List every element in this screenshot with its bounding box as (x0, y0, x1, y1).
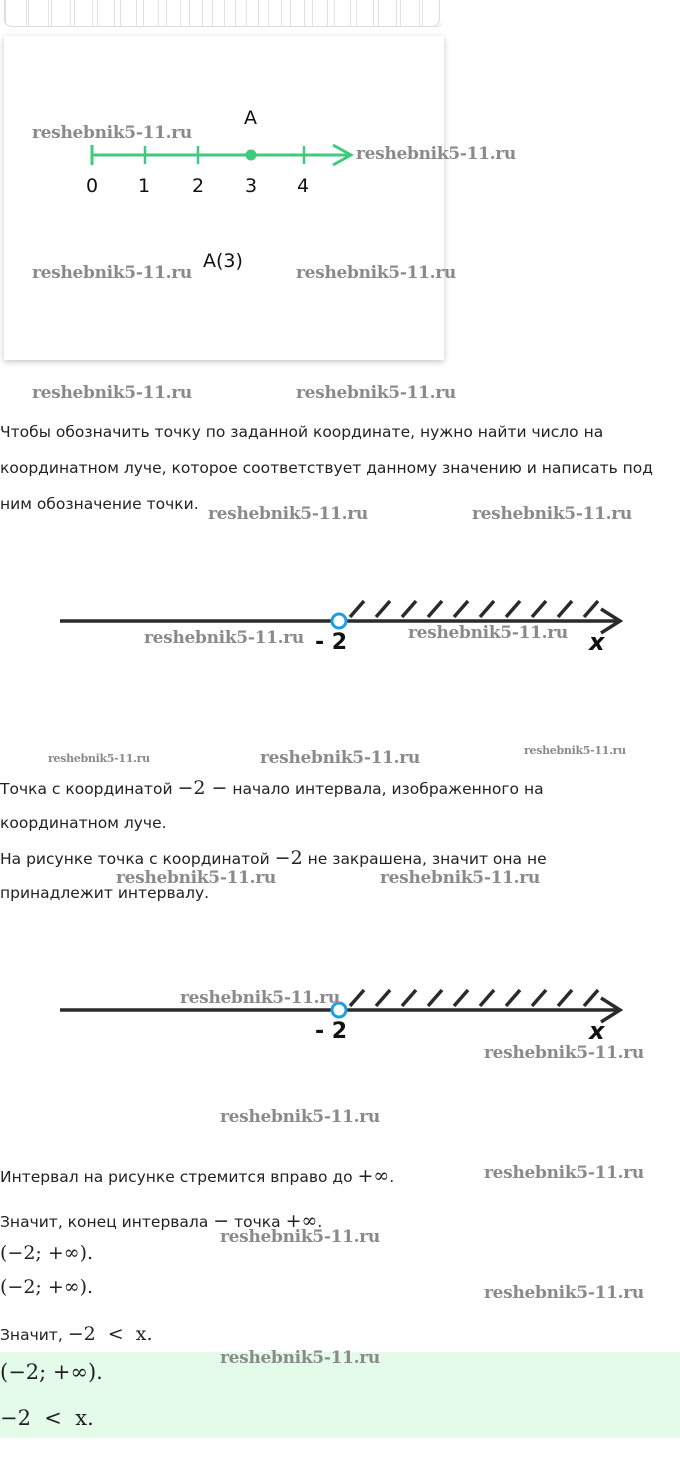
point-coord-label: A(3) (203, 250, 243, 272)
p3-l3-text-a: Значит, (0, 1326, 68, 1344)
math-interval-2: (−2; +∞). (0, 1276, 94, 1298)
p3-l3-math: −2 < x. (67, 1323, 153, 1345)
watermark: reshebnik5-11.ru (484, 1163, 644, 1183)
p2-l1-text-b: начало интервала, изображенного на (227, 780, 544, 798)
watermark: reshebnik5-11.ru (48, 752, 150, 765)
axis-x-label: x (589, 628, 605, 656)
p3-l2-text-b: точка (229, 1213, 286, 1231)
watermark: reshebnik5-11.ru (208, 504, 368, 524)
axis-x-label-2: x (589, 1017, 605, 1045)
watermark: reshebnik5-11.ru (220, 1107, 380, 1127)
open-point (332, 614, 346, 628)
paragraph-3-line-3 (0, 1323, 153, 1345)
watermark: reshebnik5-11.ru (484, 1043, 644, 1063)
paragraph-2-line-3 (0, 847, 547, 869)
p3-l1-text-a: Интервал на рисунке стремится вправо до (0, 1168, 358, 1186)
hatching-2 (350, 990, 598, 1006)
watermark: reshebnik5-11.ru (408, 623, 568, 643)
watermark: reshebnik5-11.ru (32, 383, 192, 403)
watermark: reshebnik5-11.ru (296, 263, 456, 283)
watermark: reshebnik5-11.ru (116, 868, 276, 888)
watermark: reshebnik5-11.ru (32, 263, 192, 283)
watermark: reshebnik5-11.ru (220, 1227, 380, 1247)
paragraph-1-line-2: координатном луче, которое соответствует данному значению и написать под (0, 459, 653, 477)
tick-label-1: 1 (138, 175, 151, 197)
watermark: reshebnik5-11.ru (524, 744, 626, 757)
interval-start-label-2: - 2 (315, 1019, 348, 1044)
paragraph-2-line-4: принадлежит интервалу. (0, 884, 210, 902)
point-a-label: A (244, 107, 257, 129)
paragraph-2-line-1 (0, 777, 544, 799)
number-ray-1 (92, 145, 351, 165)
interval-ray-2 (60, 990, 620, 1022)
watermark: reshebnik5-11.ru (484, 1283, 644, 1303)
watermark: reshebnik5-11.ru (144, 628, 304, 648)
tick-label-3: 3 (245, 175, 258, 197)
watermark: reshebnik5-11.ru (380, 868, 540, 888)
p3-l2-text-c: . (317, 1213, 323, 1231)
p2-l1-text-a: Точка с координатой (0, 780, 178, 798)
p3-l2-math-2: +∞ (285, 1210, 318, 1232)
paragraph-2-line-2: координатном луче. (0, 814, 167, 832)
p2-l3-math: −2 (274, 847, 303, 869)
watermark: reshebnik5-11.ru (472, 504, 632, 524)
p2-l3-text-a: На рисунке точка с координатой (0, 850, 275, 868)
watermark: reshebnik5-11.ru (296, 383, 456, 403)
watermark: reshebnik5-11.ru (220, 1348, 380, 1368)
answer-line-2: −2 < x. (0, 1406, 94, 1430)
p3-l1-text-b: . (389, 1168, 395, 1186)
point-a (246, 150, 257, 161)
p2-l1-math: −2 − (177, 777, 228, 799)
watermark: reshebnik5-11.ru (356, 144, 516, 164)
watermark: reshebnik5-11.ru (32, 123, 192, 143)
watermark: reshebnik5-11.ru (260, 748, 420, 768)
paragraph-1-line-1: Чтобы обозначить точку по заданной координате, нужно найти число на (0, 423, 604, 441)
tick-label-4: 4 (297, 175, 310, 197)
paragraph-1-line-3: ним обозначение точки. (0, 495, 199, 513)
tick-label-2: 2 (192, 175, 205, 197)
p3-l2-math: − (213, 1210, 230, 1232)
paragraph-3-line-1 (0, 1165, 394, 1187)
hatching (350, 601, 598, 617)
p3-l2-text-a: Значит, конец интервала (0, 1213, 214, 1231)
interval-start-label: - 2 (315, 630, 348, 655)
math-interval-1: (−2; +∞). (0, 1242, 94, 1264)
p3-l1-math: +∞ (357, 1165, 390, 1187)
p2-l3-text-b: не закрашена, значит она не (302, 850, 547, 868)
tick-label-0: 0 (86, 175, 99, 197)
answer-line-1: (−2; +∞). (0, 1360, 103, 1384)
watermark: reshebnik5-11.ru (180, 988, 340, 1008)
